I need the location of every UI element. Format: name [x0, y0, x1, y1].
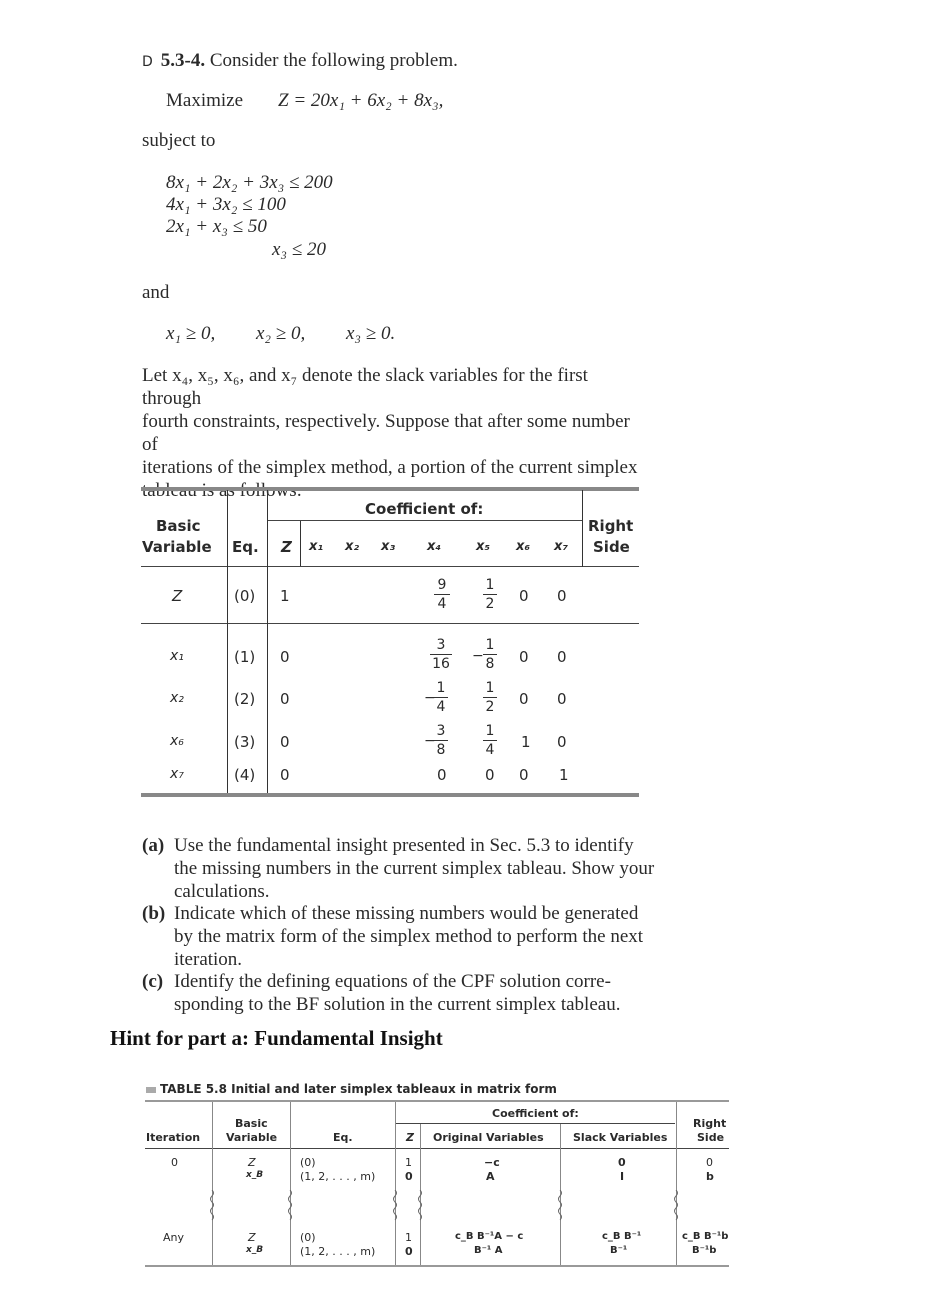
x5-header: x₅	[476, 539, 491, 554]
col-rule	[582, 490, 583, 567]
col-rule	[300, 521, 301, 566]
row2-x6: 0	[519, 690, 529, 708]
basic-header-1: Basic	[156, 517, 201, 535]
table58-label: TABLE 5.8	[160, 1082, 227, 1096]
question-c: (c) Identify the defining equations of the CPF solution corre- sponding to the BF solution in the current simplex tableau.	[142, 971, 621, 1015]
constraint-2: 4x₁ + 3x₂ ≤ 100	[166, 194, 286, 215]
row1-z: 0	[280, 648, 290, 666]
row3-basic: x₆	[170, 733, 184, 749]
coef-underline	[268, 520, 582, 521]
table58-row1-slack-1: B⁻¹	[610, 1245, 628, 1256]
table58-slack-header: Slack Variables	[573, 1131, 668, 1144]
row4-x5: 0	[485, 766, 495, 784]
row0-x7: 0	[557, 587, 567, 605]
question-b: (b) Indicate which of these missing numbers would be generated by the matrix form of the simplex method to perform the next iteration.	[142, 903, 644, 970]
description-line: fourth constraints, respectively. Suppose that after some number of	[142, 411, 630, 455]
question-label: (b)	[142, 903, 166, 924]
x4-header: x₄	[427, 539, 442, 554]
table58-row0-basic-z: Z	[248, 1156, 256, 1169]
table58-col-rule	[290, 1102, 291, 1266]
problem-description	[142, 364, 642, 502]
nonneg-x1: x₁ ≥ 0,	[166, 323, 216, 344]
problem-label: D	[142, 54, 153, 70]
table58-row1-orig-0: c_B B⁻¹A − c	[455, 1231, 524, 1242]
nonneg-x3: x₃ ≥ 0.	[346, 323, 396, 344]
table58-marker-icon	[146, 1087, 156, 1093]
row0-x4: 9 4	[434, 577, 450, 612]
row4-x4: 0	[437, 766, 447, 784]
table58-row0-orig-1: A	[486, 1170, 495, 1183]
row0-eq: (0)	[234, 587, 256, 605]
table58-coef-underline	[395, 1123, 675, 1124]
constraint-3: 2x₁ + x₃ ≤ 50	[166, 216, 267, 237]
row1-x6: 0	[519, 648, 529, 666]
table58-row0-z-1: 0	[405, 1170, 413, 1183]
problem-number: 5.3-4.	[160, 50, 206, 71]
table58-caption-text: Initial and later simplex tableaux in matrix form	[231, 1082, 557, 1096]
table58-col-rule	[212, 1102, 213, 1266]
row3-eq: (3)	[234, 733, 256, 751]
table58-break-marks	[145, 1190, 729, 1222]
table58-row0-basic-xb: x_B	[246, 1170, 264, 1180]
table58-row0-z-0: 1	[405, 1156, 412, 1169]
basic-header-2: Variable	[142, 538, 212, 556]
z-header: Z	[281, 538, 292, 556]
tableau-bottom-rule	[141, 793, 639, 797]
row1-x7: 0	[557, 648, 567, 666]
row4-x7: 1	[559, 766, 569, 784]
problem-intro: Consider the following problem.	[209, 50, 458, 71]
table58-rhs-header-1: Right	[693, 1117, 727, 1130]
col-rule	[267, 490, 268, 795]
question-label: (a)	[142, 835, 165, 856]
question-a: (a) Use the fundamental insight presented in Sec. 5.3 to identify the missing numbers in the current simplex tableau. Show your calculations.	[142, 835, 655, 902]
problem-heading	[142, 50, 458, 72]
row0-z: 1	[280, 587, 290, 605]
row3-z: 0	[280, 733, 290, 751]
row2-x7: 0	[557, 690, 567, 708]
row0-x6: 0	[519, 587, 529, 605]
table58-eq-header: Eq.	[333, 1131, 353, 1144]
row3-x7: 0	[557, 733, 567, 751]
table58-row1-rhs-0: c_B B⁻¹b	[682, 1231, 729, 1242]
rhs-header-1: Right	[588, 517, 634, 535]
table58-row1-rhs-1: B⁻¹b	[692, 1245, 717, 1256]
table58-row1-z-0: 1	[405, 1231, 412, 1244]
constraint-1: 8x₁ + 2x₂ + 3x₃ ≤ 200	[166, 172, 333, 193]
tableau-top-rule	[141, 487, 639, 491]
table58-iteration-header: Iteration	[146, 1131, 201, 1144]
row4-eq: (4)	[234, 766, 256, 784]
row2-eq: (2)	[234, 690, 256, 708]
description-line: iterations of the simplex method, a portion of the current simplex	[142, 457, 638, 478]
row1-eq: (1)	[234, 648, 256, 666]
table58-col-rule	[676, 1102, 677, 1266]
z-row-rule	[141, 623, 639, 624]
row1-x4: 3 16	[430, 637, 452, 672]
table58-row0-slack-0: 0	[618, 1156, 626, 1169]
objective-function: Z = 20x₁ + 6x₂ + 8x₃,	[278, 90, 444, 111]
table58-caption	[146, 1082, 557, 1096]
header-rule	[141, 566, 639, 567]
eq-header: Eq.	[232, 538, 259, 556]
x6-header: x₆	[516, 539, 531, 554]
table58-coef-header: Coefficient of:	[492, 1107, 579, 1120]
row1-basic: x₁	[170, 648, 184, 664]
x1-header: x₁	[309, 539, 324, 554]
row1-x5: 1 8	[483, 637, 497, 672]
constraint-4: x₃ ≤ 20	[272, 239, 326, 260]
row0-basic: Z	[172, 587, 183, 605]
hint-heading: Hint for part a: Fundamental Insight	[110, 1026, 443, 1050]
table58-row0-rhs-1: b	[706, 1170, 714, 1183]
rhs-header-2: Side	[593, 538, 630, 556]
table58-row1-eq-1: (1, 2, . . . , m)	[300, 1245, 376, 1258]
x3-header: x₃	[381, 539, 396, 554]
description-line: Let x₄, x₅, x₆, and x₇ denote the slack variables for the first through	[142, 365, 588, 409]
row4-z: 0	[280, 766, 290, 784]
tableau-coef-header: Coefficient of:	[365, 500, 484, 518]
table58-row1-orig-1: B⁻¹ A	[474, 1245, 503, 1256]
maximize-label: Maximize	[166, 90, 244, 111]
table58-row0-orig-0: −c	[484, 1156, 500, 1169]
row2-x4: 1 4	[434, 680, 448, 715]
table58-z-header: Z	[406, 1131, 414, 1144]
table58-orig-header: Original Variables	[433, 1131, 544, 1144]
and-label: and	[142, 282, 170, 303]
table58-col-rule	[395, 1102, 396, 1266]
table58-row0-slack-1: I	[620, 1170, 625, 1183]
row2-x5: 1 2	[483, 680, 497, 715]
table58-row1-basic-z: Z	[248, 1231, 256, 1244]
row3-x5: 1 4	[483, 723, 497, 758]
row3-x6: 1	[521, 733, 531, 751]
row2-z: 0	[280, 690, 290, 708]
x7-header: x₇	[554, 539, 569, 554]
table58-header-rule	[145, 1148, 729, 1149]
row3-x4: 3 8	[434, 723, 448, 758]
table58-top-rule	[145, 1100, 729, 1102]
row0-x5: 1 2	[483, 577, 497, 612]
table58-row1-iteration: Any	[163, 1231, 185, 1244]
table58-row0-eq-0: (0)	[300, 1156, 316, 1169]
row2-basic: x₂	[170, 690, 184, 706]
row3-x4-sign: −	[424, 733, 436, 749]
x2-header: x₂	[345, 539, 360, 554]
table58-row1-z-1: 0	[405, 1245, 413, 1258]
table58-row0-eq-1: (1, 2, . . . , m)	[300, 1170, 376, 1183]
row1-x5-sign: −	[472, 648, 484, 664]
table58-row0-rhs-0: 0	[706, 1156, 713, 1169]
table58-row1-eq-0: (0)	[300, 1231, 316, 1244]
nonneg-x2: x₂ ≥ 0,	[256, 323, 306, 344]
subject-to-label: subject to	[142, 130, 216, 151]
col-rule	[227, 490, 228, 795]
table58-basic-header-1: Basic	[235, 1117, 268, 1130]
row4-x6: 0	[519, 766, 529, 784]
row2-x4-sign: −	[424, 690, 436, 706]
table58-basic-header-2: Variable	[226, 1131, 278, 1144]
table58-row1-slack-0: c_B B⁻¹	[602, 1231, 642, 1242]
table58-row1-basic-xb: x_B	[246, 1245, 264, 1255]
row4-basic: x₇	[170, 766, 184, 782]
question-label: (c)	[142, 971, 164, 992]
table58-rhs-header-2: Side	[697, 1131, 725, 1144]
table58-row0-iteration: 0	[171, 1156, 178, 1169]
table58-bottom-rule	[145, 1265, 729, 1267]
